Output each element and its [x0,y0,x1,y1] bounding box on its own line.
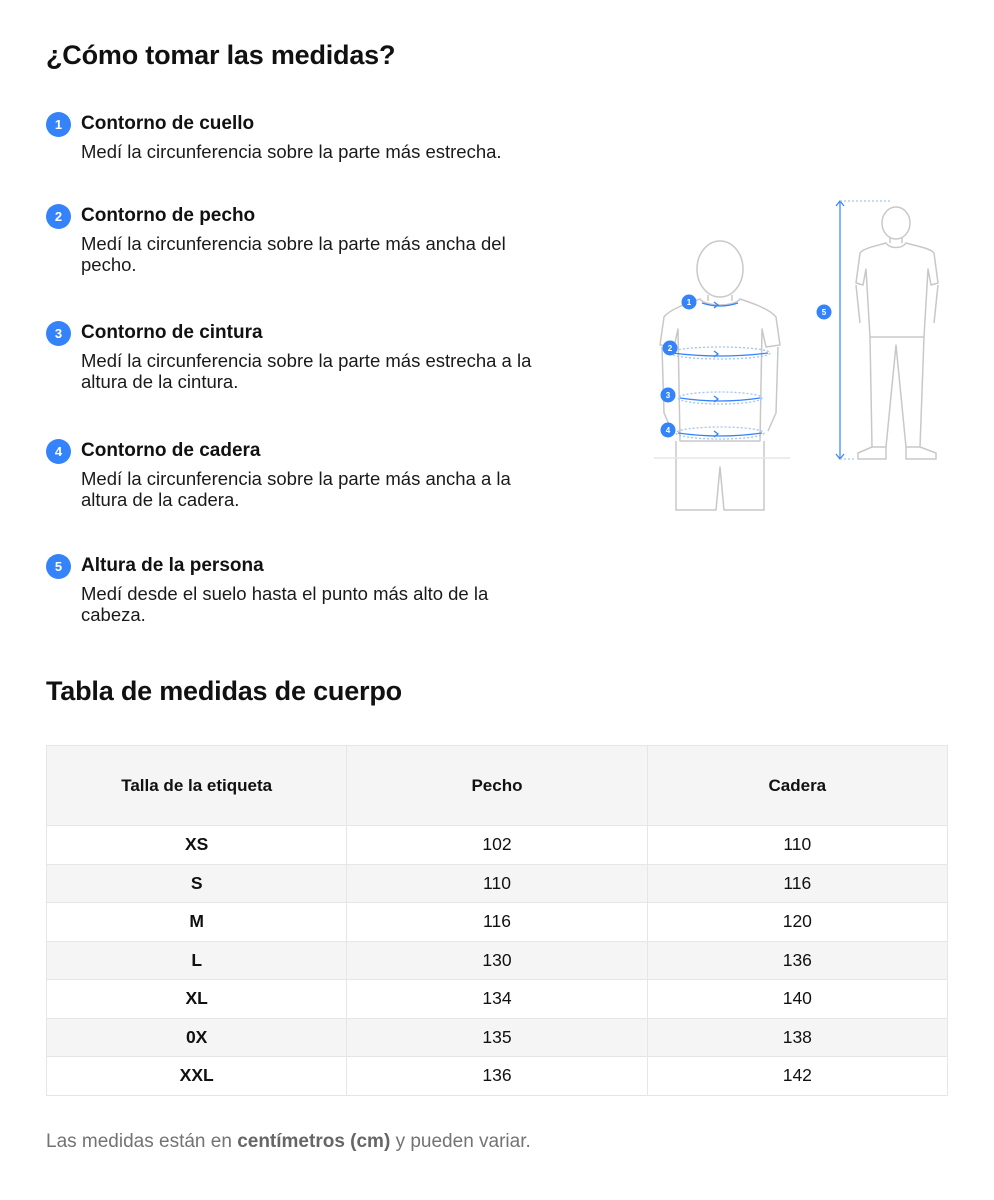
table-header-row [47,746,948,826]
step-description: Medí la circunferencia sobre la parte más ancha a la altura de la cadera. [81,468,511,510]
cell-chest: 134 [347,980,647,1019]
step-number-badge: 5 [46,554,71,579]
cell-size: M [47,903,347,942]
body-measurement-illustration [650,195,950,515]
cell-chest: 116 [347,903,647,942]
size-table [46,745,948,1096]
table-row [47,1018,948,1057]
cell-chest: 135 [347,1018,647,1057]
cell-hip: 120 [647,903,947,942]
cell-hip: 116 [647,864,947,903]
step-number-badge: 1 [46,112,71,137]
marker-5: 5 [821,308,827,317]
marker-4: 4 [665,426,671,435]
step-description: Medí la circunferencia sobre la parte más estrecha. [81,141,502,162]
cell-size: XXL [47,1057,347,1096]
table-row [47,980,948,1019]
step-title: Altura de la persona [81,555,264,576]
cell-hip: 140 [647,980,947,1019]
cell-chest: 110 [347,864,647,903]
cell-size: 0X [47,1018,347,1057]
table-row [47,826,948,865]
step-description: Medí la circunferencia sobre la parte más ancha del pecho. [81,233,506,275]
cell-size: S [47,864,347,903]
step-title: Contorno de cintura [81,322,263,343]
marker-2: 2 [667,344,673,353]
cell-size: XS [47,826,347,865]
step-number-badge: 4 [46,439,71,464]
header-chest: Pecho [347,746,647,826]
footnote-suffix: y pueden variar. [390,1131,531,1152]
header-hip: Cadera [647,746,947,826]
height-line [836,201,890,459]
step-number-badge: 3 [46,321,71,346]
step-title: Contorno de cuello [81,113,255,134]
footnote-unit: centímetros (cm) [237,1131,391,1152]
howto-title: ¿Cómo tomar las medidas? [46,40,396,70]
table-row [47,903,948,942]
step-description: Medí la circunferencia sobre la parte más estrecha a la altura de la cintura. [81,350,532,392]
cell-hip: 136 [647,941,947,980]
cell-chest: 136 [347,1057,647,1096]
step-description: Medí desde el suelo hasta el punto más alto de la cabeza. [81,583,489,625]
marker-1: 1 [686,298,692,307]
step-number-badge: 2 [46,204,71,229]
standing-figure [856,207,938,459]
step-title: Contorno de cadera [81,440,261,461]
size-table-title: Tabla de medidas de cuerpo [46,676,402,706]
header-size: Talla de la etiqueta [47,746,347,826]
cell-size: L [47,941,347,980]
step-title: Contorno de pecho [81,205,256,226]
cell-hip: 138 [647,1018,947,1057]
units-footnote [46,1131,531,1153]
height-marker [817,305,832,320]
cell-size: XL [47,980,347,1019]
marker-3: 3 [665,391,671,400]
table-row [47,941,948,980]
cell-chest: 102 [347,826,647,865]
table-row [47,864,948,903]
table-row [47,1057,948,1096]
footnote-prefix: Las medidas están en [46,1131,238,1152]
front-figure [654,241,790,510]
cell-chest: 130 [347,941,647,980]
measurement-lines [667,302,770,439]
cell-hip: 110 [647,826,947,865]
cell-hip: 142 [647,1057,947,1096]
